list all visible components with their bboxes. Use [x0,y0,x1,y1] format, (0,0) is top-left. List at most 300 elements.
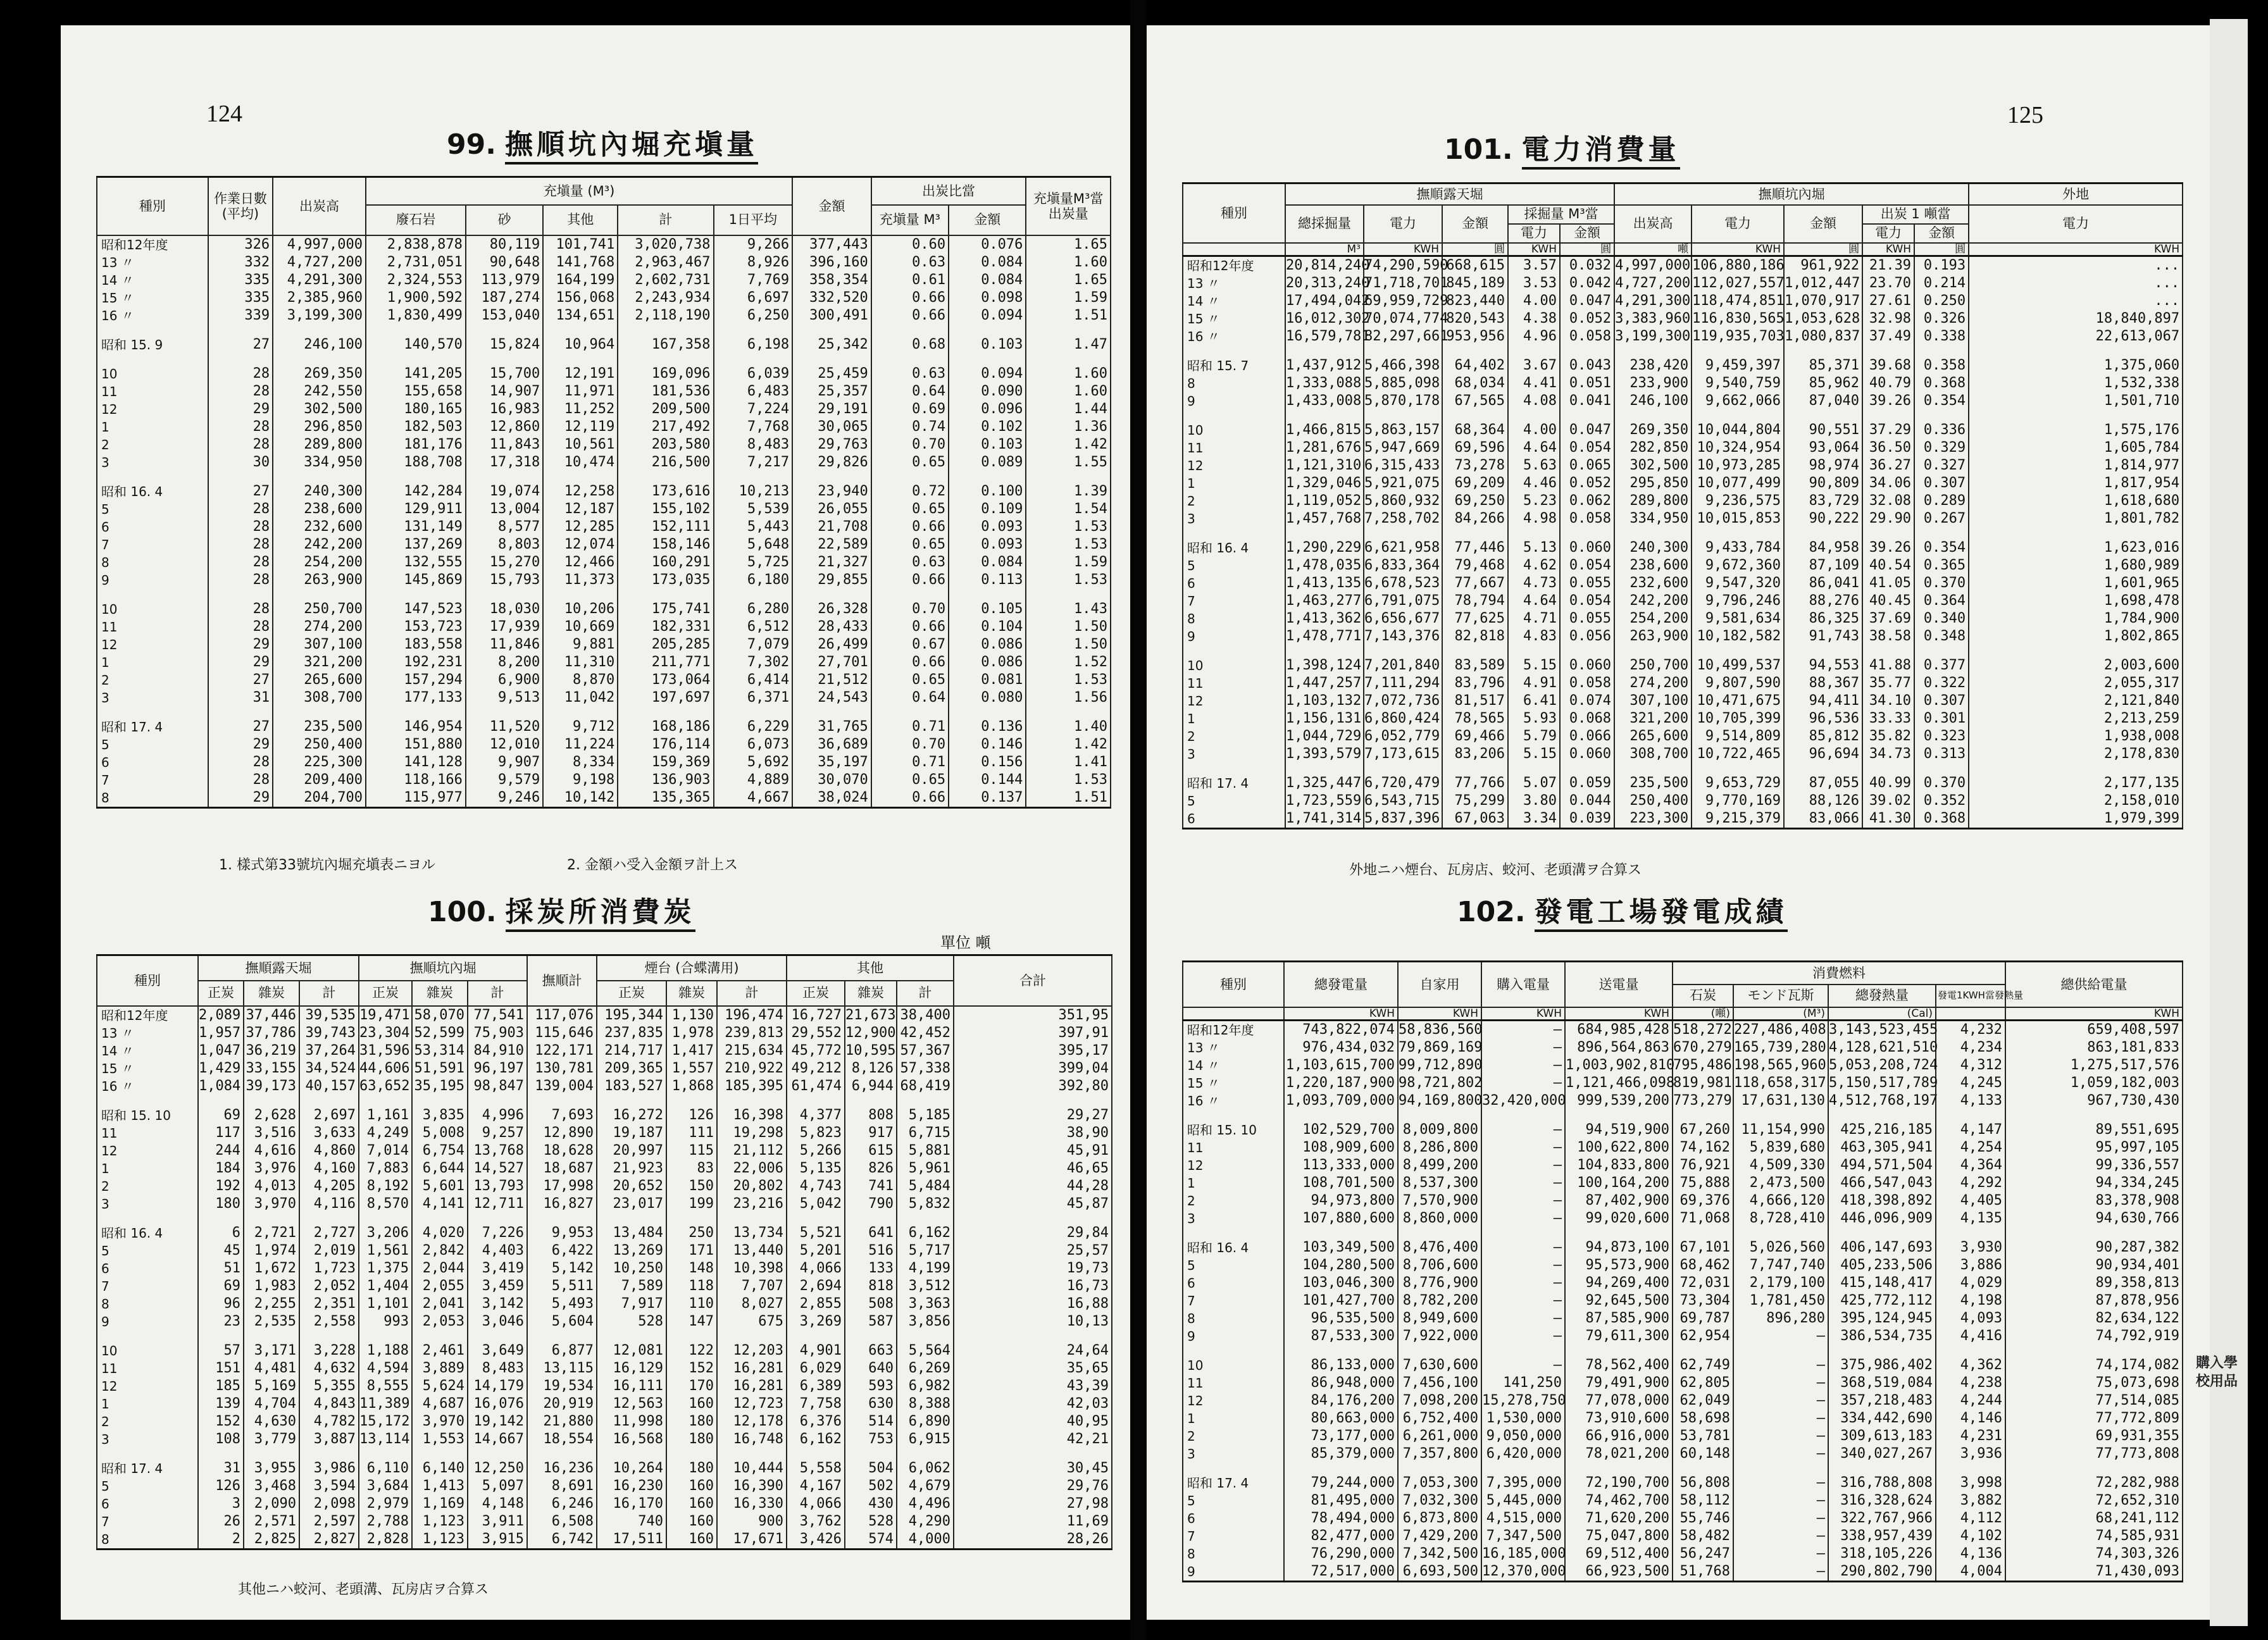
table-cell: 1,093,709,000 [1284,1092,1398,1110]
table-cell [1692,645,1784,657]
table-cell: 5.13 [1508,539,1560,557]
table-cell [2005,1345,2183,1357]
table-cell: 11,846 [466,636,543,654]
table-cell: 0.113 [949,571,1026,589]
table-cell: 6,644 [412,1160,468,1177]
table-cell: 146,954 [366,718,466,736]
header-sent: 送電量 [1565,962,1673,1007]
table-cell: 20,919 [527,1395,597,1413]
table-cell [1481,1463,1565,1474]
table-cell: 9,881 [543,636,618,654]
table-cell: 88,367 [1784,674,1862,692]
table-cell [412,1331,468,1342]
table-cell: 12,900 [845,1024,896,1041]
table-cell: 244 [198,1142,244,1160]
table-cell: 1,290,229 [1285,539,1364,557]
table-cell [466,589,543,600]
table-cell: 0.089 [949,454,1026,471]
table-cell: 334,950 [273,454,366,471]
table-cell: 6,371 [714,689,793,707]
header-ratio-amt: 金額 [949,205,1026,235]
table-cell: 1,047 [198,1042,244,1060]
table-row [1183,1039,2183,1057]
table-cell: 8,555 [359,1377,412,1395]
table-cell: 0.323 [1914,728,1969,745]
header-kind: 種別 [97,177,208,235]
table-cell: 28,433 [792,618,871,636]
table-cell [1398,1463,1481,1474]
table-cell: 129,911 [366,500,466,518]
table-cell: 6,483 [714,383,793,401]
table-cell: 274,200 [1614,674,1692,692]
row-label: 12 [1183,1392,1284,1410]
row-label: 3 [1183,1210,1284,1227]
table-cell: 0.354 [1914,539,1969,557]
table-row [1183,1292,2183,1310]
table-cell: 3,649 [468,1342,527,1360]
table-cell: 25,342 [792,336,871,354]
header-sub-b: 雜炭 [244,981,299,1006]
table-cell: 92,645,500 [1565,1292,1673,1310]
table-cell: 1,868 [666,1078,717,1095]
table-cell: 29 [208,736,273,754]
table-101-number: 101. [1444,134,1513,166]
table-cell: 39.68 [1862,357,1914,375]
table-cell: 9,770,169 [1692,792,1784,810]
table-row [97,1513,1112,1531]
header-g4: 其他 [787,955,954,981]
table-cell: 5,493 [527,1295,597,1313]
row-gap [1183,645,2183,657]
row-label: 9 [1183,1327,1284,1345]
table-cell: 25,57 [954,1242,1112,1260]
table-cell: 335 [208,289,273,307]
table-cell: 0.65 [871,454,949,471]
table-cell: 83,206 [1442,745,1508,763]
page-number-right: 125 [2007,102,2043,128]
table-cell: 0.047 [1560,421,1614,439]
row-gap [1183,1110,2183,1121]
header-g3: 外地 [1969,183,2183,205]
table-cell: 1,188 [359,1342,412,1360]
table-cell [1936,1345,2005,1357]
row-label [1183,410,1285,421]
table-cell: 6,678,523 [1364,575,1442,592]
table-cell: 16,390 [717,1477,787,1495]
table-cell: 51,768 [1673,1563,1733,1582]
table-cell: 86,325 [1784,610,1862,628]
table-row [1183,1445,2183,1463]
table-cell: 41.05 [1862,575,1914,592]
table-cell: 1,781,450 [1733,1292,1828,1310]
table-cell: 9,547,320 [1692,575,1784,592]
header-power: 電力 [1508,224,1560,243]
table-cell [1565,1345,1673,1357]
table-cell: 0.146 [949,736,1026,754]
row-label: 8 [97,1295,198,1313]
table-cell: 19,187 [597,1124,666,1142]
table-cell [198,1213,244,1224]
row-gap [1183,528,2183,539]
row-label [97,1213,198,1224]
table-cell: 106,880,186 [1692,256,1784,275]
table-cell: 28 [208,436,273,454]
table-cell: 22,613,067 [1969,328,2183,345]
table-cell: 77,772,809 [2005,1410,2183,1427]
table-cell: 0.039 [1560,810,1614,829]
table-cell: 340,027,267 [1828,1445,1936,1463]
header-power: 電力 [1692,205,1784,243]
table-cell: 795,486 [1673,1057,1733,1074]
table-row [97,1006,1112,1024]
table-cell [1285,410,1364,421]
table-cell [466,707,543,718]
table-cell: 0.327 [1914,457,1969,475]
table-102-title-text: 發電工場發電成績 [1535,896,1788,932]
unit-cal: (Cal) [1828,1007,1936,1021]
table-row [1183,1157,2183,1174]
table-cell: 42,03 [954,1395,1112,1413]
table-cell: 26,499 [792,636,871,654]
table-cell: 5,466,398 [1364,357,1442,375]
table-cell: 2,473,500 [1733,1174,1828,1192]
table-cell: 180,165 [366,401,466,418]
table-cell [618,325,713,336]
table-cell: 58,112 [1673,1492,1733,1510]
table-cell: 3,228 [299,1342,359,1360]
table-row [1183,1174,2183,1192]
table-cell [1481,1227,1565,1239]
table-cell: 19,73 [954,1260,1112,1277]
table-cell: 8,782,200 [1398,1292,1481,1310]
table-cell: 7,053,300 [1398,1474,1481,1492]
table-cell [1828,1110,1936,1121]
table-cell: 9,653,729 [1692,774,1784,792]
table-cell: 100,622,800 [1565,1139,1673,1157]
table-cell: 31 [198,1460,244,1477]
table-cell: 101,427,700 [1284,1292,1398,1310]
table-cell: 4,687 [412,1395,468,1413]
table-cell: 0.68 [871,336,949,354]
table-cell: 4.00 [1508,421,1560,439]
table-cell: 1,012,447 [1784,275,1862,292]
table-101 [1182,182,2183,829]
table-cell: 122 [666,1342,717,1360]
unit-ton: 噸 [1614,243,1692,256]
table-cell: 88,126 [1784,792,1862,810]
table-cell: 20,997 [597,1142,666,1160]
table-cell: 68,241,112 [2005,1510,2183,1527]
left-page [61,25,1130,1620]
table-cell: 5.79 [1508,728,1560,745]
table-cell: 4,244 [1936,1392,2005,1410]
row-label: 昭和 16. 4 [1183,539,1285,557]
table-cell: 1,398,124 [1285,657,1364,674]
table-row [97,600,1111,618]
table-cell [1398,1110,1481,1121]
table-cell: 2,351 [299,1295,359,1313]
table-cell: 69,250 [1442,492,1508,510]
table-cell [1692,345,1784,357]
table-cell: 69,376 [1673,1192,1733,1210]
table-cell: 0.060 [1560,657,1614,674]
table-cell: 16,111 [597,1377,666,1395]
table-cell: 72,652,310 [2005,1492,2183,1510]
table-cell: 9,796,246 [1692,592,1784,610]
table-cell: 773,279 [1673,1092,1733,1110]
table-cell: 41.30 [1862,810,1914,829]
table-cell: 11,998 [597,1413,666,1431]
row-label: 11 [1183,1139,1284,1157]
table-cell: 357,218,483 [1828,1392,1936,1410]
table-cell: 4,199 [897,1260,954,1277]
table-cell: 2,721 [244,1224,299,1242]
table-cell: 3,363 [897,1295,954,1313]
table-cell: 1,466,815 [1285,421,1364,439]
table-cell: 233,900 [1614,375,1692,392]
table-cell: 192 [198,1177,244,1195]
table-cell: 185,395 [717,1078,787,1095]
table-cell: 181,176 [366,436,466,454]
table-cell: 12,010 [466,736,543,754]
table-row [1183,592,2183,610]
table-cell: 173,064 [618,671,713,689]
table-cell: 316,328,624 [1828,1492,1936,1510]
table-cell: 99,336,557 [2005,1157,2183,1174]
header-power: 電力 [1364,205,1442,243]
table-cell: 1,121,466,098 [1566,1074,1675,1091]
table-cell: 269,350 [273,365,366,383]
table-cell: 77,514,085 [2005,1392,2183,1410]
table-cell: 2,385,960 [273,289,366,307]
table-cell: 96,694 [1784,745,1862,763]
table-cell: 1,101 [359,1295,412,1313]
row-label: 2 [97,436,208,454]
table-cell: 5.15 [1508,657,1560,674]
table-cell: 1.39 [1026,483,1111,500]
table-cell: 4,496 [897,1495,954,1513]
table-cell: 24,64 [954,1342,1112,1360]
table-cell: 4,997,000 [1614,256,1692,275]
table-cell: 307,100 [1614,692,1692,710]
table-cell: 659,408,597 [2005,1020,2183,1039]
table-cell: 0.047 [1560,292,1614,310]
table-cell: 0.65 [871,771,949,789]
table-cell: 4,515,000 [1481,1510,1565,1527]
table-cell: — [1481,1121,1565,1139]
row-gap [1183,345,2183,357]
table-cell: 9,540,759 [1692,375,1784,392]
table-cell: 20,313,240 [1286,275,1370,291]
table-cell: 0.66 [871,518,949,536]
table-cell: 12,119 [543,418,618,436]
table-cell [1398,1345,1481,1357]
row-label: 昭和 17. 4 [97,718,208,736]
row-label: 2 [97,1413,198,1431]
row-label: 16 〃 [97,307,208,325]
table-cell [543,325,618,336]
row-label: 10 [97,365,208,383]
table-cell: 6,269 [897,1360,954,1377]
row-label: 5 [97,1477,198,1495]
table-cell: 3,143,523,455 [1828,1020,1936,1039]
table-cell [359,1095,412,1107]
table-cell: 1,672 [244,1260,299,1277]
table-cell: 8,706,600 [1398,1257,1481,1274]
table-cell: 2 [198,1531,244,1550]
table-cell: 4,727,200 [273,254,366,271]
table-cell: 130,781 [527,1060,597,1078]
table-cell: 94,873,100 [1565,1239,1673,1257]
table-cell: 39.26 [1862,539,1914,557]
table-cell: 87,402,900 [1565,1192,1673,1210]
table-cell: 4.71 [1508,610,1560,628]
table-cell: 7,758 [787,1395,845,1413]
table-cell: 0.065 [1560,457,1614,475]
table-cell: 5,201 [787,1242,845,1260]
row-label: 12 [97,401,208,418]
table-cell [299,1331,359,1342]
table-cell: 820,543 [1442,310,1508,328]
table-cell: 6,280 [714,600,793,618]
table-cell: 126 [666,1107,717,1124]
table-cell: 6,715 [897,1124,954,1142]
table-cell: 98,974 [1784,457,1862,475]
row-gap [97,707,1111,718]
table-cell: 0.70 [871,436,949,454]
table-cell: — [1481,1292,1565,1310]
table-row [1183,510,2183,528]
table-cell: 134,651 [543,307,618,325]
table-cell: 88,276 [1784,592,1862,610]
table-cell: 508 [845,1295,897,1313]
table-cell: 4.83 [1508,628,1560,645]
table-cell: 16,076 [468,1395,527,1413]
table-cell: 466,547,043 [1828,1174,1936,1192]
table-cell: 28 [208,554,273,571]
header-sub-c: 計 [299,981,359,1006]
table-row [97,436,1111,454]
table-cell: 4,860 [299,1142,359,1160]
table-cell: 180 [666,1431,717,1448]
table-cell [2005,1110,2183,1121]
table-cell: 4,234 [1936,1039,2005,1057]
table-cell: 139,004 [527,1078,597,1095]
table-cell: 335 [208,271,273,289]
table-cell: 139 [198,1395,244,1413]
table-cell: 113,333,000 [1284,1157,1398,1174]
table-cell: 68,462 [1673,1257,1733,1274]
table-cell: 0.63 [871,254,949,271]
table-row [1183,1327,2183,1345]
table-row [1183,392,2183,410]
table-cell: 7,072,736 [1364,692,1442,710]
table-cell: 29 [208,789,273,808]
table-cell: 141,250 [1481,1374,1565,1392]
table-cell: 5,445,000 [1481,1492,1565,1510]
table-cell: 1,375,060 [1969,357,2183,375]
table-cell [597,1448,666,1460]
table-cell: 2,089 [198,1006,244,1024]
table-cell: 8,949,600 [1398,1310,1481,1327]
table-cell: 3.34 [1508,810,1560,829]
table-cell [1862,410,1914,421]
table-cell: 2,118,190 [618,307,713,325]
table-cell: 57 [198,1342,244,1360]
table-cell: 446,096,909 [1828,1210,1936,1227]
table-cell: 27,98 [954,1495,1112,1513]
table-cell: 6,062 [897,1460,954,1477]
table-cell: 7,589 [597,1277,666,1295]
row-label: 2 [1183,1427,1284,1445]
table-row [1183,1121,2183,1139]
table-cell: 90,934,401 [2005,1257,2183,1274]
table-cell: 10,669 [543,618,618,636]
table-cell: 967,730,430 [2005,1092,2183,1110]
table-cell: 265,600 [1614,728,1692,745]
row-label [1183,528,1285,539]
row-label: 1 [97,1395,198,1413]
table-cell: 3,516 [244,1124,299,1142]
table-cell [1508,528,1560,539]
table-row [1183,745,2183,763]
table-cell: 0.329 [1914,439,1969,457]
table-cell: 3,930 [1936,1239,2005,1257]
header-supply: 總供給電量 [2005,962,2183,1007]
header-g1: 撫順露天堀 [1285,183,1614,205]
table-cell: 250,400 [273,736,366,754]
table-cell: 62,954 [1673,1327,1733,1345]
table-cell: 4,512,768,197 [1829,1092,1938,1109]
table-cell [1828,1463,1936,1474]
table-cell: 209,500 [618,401,713,418]
table-row [1183,1274,2183,1292]
table-cell: 1,413 [412,1477,468,1495]
table-cell: 5.15 [1508,745,1560,763]
table-cell: 6,944 [845,1078,897,1095]
table-cell: 0.368 [1914,375,1969,392]
table-cell: 1,698,478 [1969,592,2183,610]
table-cell [273,589,366,600]
table-cell: 0.100 [949,483,1026,500]
table-cell: 1.53 [1026,518,1111,536]
table-cell: 21,512 [792,671,871,689]
table-cell: 7,224 [714,401,793,418]
table-cell: 74,462,700 [1565,1492,1673,1510]
row-label: 10 [97,1342,198,1360]
table-cell [787,1331,845,1342]
table-cell: 145,869 [366,571,466,589]
row-label: 8 [1183,1545,1284,1563]
table-cell: 34.73 [1862,745,1914,763]
table-cell: 1.53 [1026,536,1111,554]
table-cell: 6,389 [787,1377,845,1395]
table-cell: 1.43 [1026,600,1111,618]
table-cell: 896,564,863 [1565,1039,1673,1057]
unit-yen: 圓 [1914,243,1969,256]
table-cell [527,1095,597,1107]
table-cell: 0.60 [871,235,949,254]
table-cell: 0.71 [871,718,949,736]
table-cell: 1,044,729 [1285,728,1364,745]
table-cell: 78,565 [1442,710,1508,728]
table-cell: 28,26 [954,1531,1112,1550]
table-cell [1442,345,1508,357]
table-cell [1285,645,1364,657]
row-label: 昭和 16. 4 [1183,1239,1284,1257]
table-cell: 111 [666,1124,717,1142]
table-row [1183,1192,2183,1210]
